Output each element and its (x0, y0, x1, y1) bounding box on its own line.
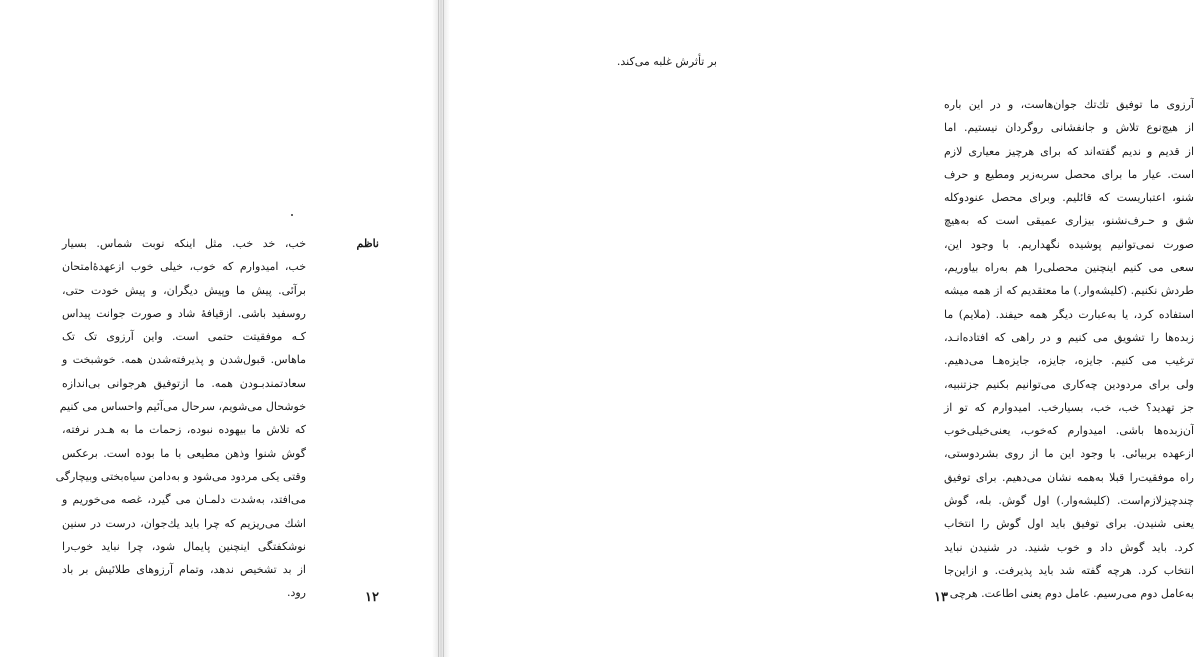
text-line: زبده‌ها را تشویق می کنیم و در راهی که افتاده‌انـد، (944, 330, 1194, 344)
page-number-right: ۱۳ (934, 590, 948, 605)
text-line: استفاده کرد، یا به‌عبارت دیگر همه حیفند. (ملایم) ما (944, 307, 1194, 321)
text-line: وقتی یکی مردود می‌شود و به‌دامن سیاه‌بختی وبیچارگی (55, 469, 306, 483)
text-line: ترغیب می کنیم. جایزه، جایزه، جایزه‌هـا می‌دهیم. (944, 354, 1194, 368)
speaker-name: ناظم (356, 237, 379, 250)
page-number-left: ۱۲ (365, 590, 379, 605)
text-line: از هیچ‌نوع تلاش و جانفشانی روگردان نیستیم. اما (944, 121, 1194, 135)
text-line: رود. (286, 586, 306, 600)
text-line: می‌افتد، به‌شدت دلمـان می گیرد، غصه می‌خوریم و (62, 493, 306, 507)
text-line: است. عیار ما برای محصل سربه‌زیر ومطیع و حرف (944, 167, 1194, 181)
book-gutter (432, 0, 450, 657)
text-line: جز تهدید؟ خب، خب، بسیارخب. امیدوارم که تو از (944, 400, 1194, 414)
stage-direction: بر تأثرش غلبه می‌کند. (616, 55, 717, 68)
text-line: کـه موفقیتت حتمی است. واین آرزوی تک تک (62, 330, 306, 344)
text-line: شق و حـرف‌نشنو، بیزاری عمیقی است که به‌هیچ (944, 214, 1194, 228)
text-line: سعی می کنیم اینچنین محصلی‌را هم به‌راه بیاوریم، (944, 261, 1194, 275)
text-line: آرزوی ما توفیق تك‌تك جوان‌هاست، و در این باره (944, 98, 1194, 111)
gutter-line (438, 0, 439, 657)
text-line: انتخاب کرد. هرچه گفته شد باید پذیرفت. و ازاین‌جا (944, 563, 1194, 577)
text-line: که تلاش ما بیهوده نبوده، زحمات ما به هـدر نرفته، (62, 423, 306, 437)
text-line: ولی برای مردودین چه‌کاری می‌توانیم بکنیم جزتنبیه، (944, 377, 1194, 391)
text-line: اشك می‌ریزیم که چرا باید یك‌جوان، درست در سنین (62, 516, 306, 530)
text-line: یعنی شنیدن. برای توفیق باید اول گوش را انتخاب (944, 517, 1194, 531)
text-line: چندچیزلازم‌است. (کلیشه‌وار.) اول گوش. بله، گوش (944, 494, 1194, 508)
right-page (441, 0, 1194, 657)
text-line: طردش نکنیم. (کلیشه‌وار.) ما معتقدیم که از همه میشه (944, 284, 1194, 298)
text-line: شنو، اعتباریست که قائلیم. وبرای محصل عنودوکله (944, 191, 1194, 205)
text-line: از قدیم و ندیم گفته‌اند که برای هرچیز معیاری لازم (944, 144, 1194, 158)
text-line: سعادتمندبـودن همه. ما ازتوفیق هرجوانی بی‌اندازه (62, 376, 306, 390)
left-page-body (55, 232, 306, 605)
right-page-body (944, 93, 1194, 606)
ink-mark (291, 214, 293, 216)
text-line: روسفید باشی. ازقیافۀ شاد و صورت جوانت پیداس (62, 306, 306, 320)
gutter-line (443, 0, 444, 657)
text-line: خوشحال می‌شویم، سرحال می‌آئیم واحساس می کنیم (59, 400, 306, 414)
text-line: از بد تشخیص ندهد، وتمام آرزوهای طلائیش بر باد (62, 563, 306, 577)
text-line: خب، امیدوارم که خوب، خیلی خوب ازعهدۀامتحان (62, 260, 306, 274)
text-line: خب، خد خب. مثل اینکه نوبت شماس. بسیار (62, 237, 306, 250)
text-line: به‌عامل دوم می‌رسیم. عامل دوم یعنی اطاعت. هرچی (949, 587, 1194, 601)
text-line: کرد. باید گوش داد و خوب شنید. در شنیدن نباید (944, 540, 1194, 554)
text-line: نوشکفتگی اینچنین پایمال شود، چرا نباید خوب‌را (62, 539, 306, 553)
text-line: راه موفقیت‌را قبلا به‌همه نشان می‌دهیم. برای توفیق (944, 470, 1194, 484)
text-line: برآئی. پیش ما وپیش دیگران، و پیش خودت حتی، (62, 283, 306, 297)
left-page (0, 0, 441, 657)
text-line: ازعهده بربیائی. با وجود این ما از روی بشردوستی، (944, 447, 1194, 461)
text-line: صورت نمی‌توانیم پوشیده نگهداریم. با وجود این، (944, 237, 1194, 251)
text-line: گوش شنوا وذهن مطیعی با ما بوده است. برعکس (62, 446, 306, 460)
text-line: ماهاس. قبول‌شدن و پذیرفته‌شدن همه. خوشبخت و (62, 353, 306, 367)
text-line: آن‌زبده‌ها باشی. امیدوارم که‌خوب، یعنی‌خیلی‌خوب (944, 424, 1194, 438)
